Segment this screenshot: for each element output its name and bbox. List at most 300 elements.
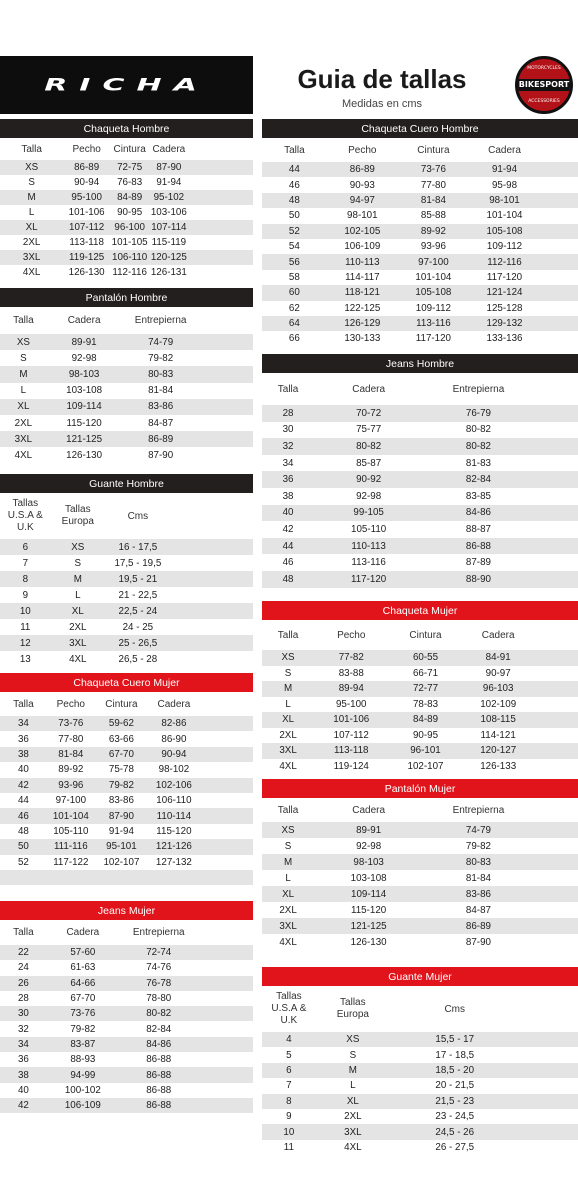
brand-logo-text: RICHA (44, 75, 209, 95)
table-cell: 114-121 (480, 729, 516, 741)
table-cell: 5 (286, 1049, 292, 1061)
table-cell: 80-83 (465, 856, 491, 868)
table-cell: 121-125 (66, 433, 103, 445)
table-row (0, 431, 253, 447)
table-cell: 107-114 (151, 222, 187, 233)
column-header: Cadera (67, 315, 101, 326)
table-cell: L (285, 698, 291, 710)
table-cell: 28 (282, 407, 294, 419)
table-cell: 44 (282, 540, 294, 552)
table-title: Chaqueta Cuero Hombre (262, 119, 578, 138)
table-cell: 88-90 (465, 573, 491, 585)
badge-top-text: MOTORCYCLES (527, 66, 561, 71)
table-row (262, 405, 578, 422)
table-row (262, 554, 578, 571)
table-cell: 79-82 (148, 352, 174, 364)
column-header: Cadera (352, 383, 386, 395)
table-cell: 32 (282, 440, 294, 452)
table-cell: 2XL (279, 904, 297, 916)
table-cell: 119-124 (333, 760, 369, 772)
table-title: Pantalón Hombre (0, 288, 253, 307)
table-cell: 85-87 (356, 457, 382, 469)
column-header-row (0, 920, 253, 945)
table-cell: 4XL (22, 267, 41, 278)
table-cell: 89-92 (58, 764, 84, 776)
column-header: Cadera (352, 804, 386, 816)
table-cell: 57-60 (70, 947, 96, 959)
table-row (262, 743, 578, 759)
table-cell: 63-66 (108, 733, 134, 745)
table-cell: 72-75 (117, 162, 143, 173)
table-cell: 121-124 (486, 287, 523, 299)
table-row (262, 331, 578, 346)
table-cell: 32 (17, 1023, 29, 1035)
table-cell: 26,5 - 28 (118, 653, 158, 665)
table-cell: 106-109 (64, 1100, 101, 1112)
table-cell: M (73, 573, 82, 585)
table-cell: 118-121 (344, 287, 380, 299)
table-cell: 103-108 (66, 385, 103, 397)
table-cell: 86-88 (146, 1084, 172, 1096)
table-title: Chaqueta Cuero Mujer (0, 673, 253, 692)
table-cell: 6 (286, 1064, 292, 1076)
table-cell: 94-99 (70, 1069, 96, 1081)
column-header: Cintura (105, 698, 138, 710)
table-cell: 46 (288, 179, 300, 191)
table-cell: 62 (288, 302, 300, 314)
table-cell: 36 (282, 474, 294, 486)
table-cell: 15,5 - 17 (435, 1034, 475, 1046)
table-cell: 67-70 (108, 748, 134, 760)
table-cell: 52 (288, 225, 300, 237)
table-guante-mujer (262, 967, 578, 1155)
table-cell: 28 (17, 993, 29, 1005)
table-cell: 48 (17, 825, 29, 837)
table-cell: 108-115 (480, 714, 516, 726)
table-cell: 11 (20, 621, 31, 633)
table-cell: 24 (17, 962, 29, 974)
table-row (262, 177, 578, 192)
table-cell: 80-82 (465, 440, 491, 452)
table-cell: 2XL (14, 417, 33, 429)
table-chaqueta-cuero-hombre (262, 119, 578, 347)
table-cell: 18,5 - 20 (435, 1064, 475, 1076)
table-cell: 102-107 (103, 856, 140, 868)
table-cell: 99-105 (353, 507, 384, 519)
column-header: Tallas Europa (61, 504, 94, 527)
table-row (0, 1006, 253, 1021)
table-cell: 125-128 (486, 302, 523, 314)
table-cell: 107-112 (333, 729, 369, 741)
table-cell: XS (281, 824, 295, 836)
table-cell: 6 (22, 541, 29, 553)
table-cell: 87-90 (465, 936, 491, 948)
column-header-row (262, 986, 578, 1032)
table-cell: 126-133 (480, 760, 517, 772)
table-cell: 89-91 (71, 336, 97, 348)
table-row (0, 175, 253, 190)
table-cell: S (284, 667, 292, 679)
table-cell: 87-89 (465, 557, 491, 569)
table-cell: 23 - 24,5 (435, 1111, 475, 1123)
table-row (0, 334, 253, 350)
table-row (0, 415, 253, 431)
table-cell: 20 - 21,5 (435, 1080, 475, 1092)
table-cell: S (20, 352, 27, 364)
table-row (0, 383, 253, 399)
table-row (262, 1109, 578, 1124)
table-cell: 36 (17, 733, 29, 745)
table-cell: 101-104 (486, 210, 523, 222)
table-row (262, 1047, 578, 1062)
table-cell: 87-90 (148, 449, 174, 461)
table-cell: XS (25, 162, 39, 173)
table-title: Jeans Mujer (0, 901, 253, 920)
column-header: Talla (277, 804, 299, 816)
table-title: Guante Hombre (0, 474, 253, 493)
table-cell: 115-120 (66, 417, 102, 429)
table-row (0, 571, 253, 587)
table-row (262, 285, 578, 300)
page-subtitle: Medidas en cms (341, 98, 423, 110)
table-cell: 50 (17, 841, 29, 853)
table-cell: 98-101 (347, 210, 378, 222)
table-cell: 82-84 (465, 474, 491, 486)
table-cell: 4 (286, 1034, 292, 1046)
table-cell: 122-125 (344, 302, 381, 314)
table-cell: 11 (283, 1141, 294, 1153)
table-cell: 113-118 (334, 745, 369, 757)
table-cell: 130-133 (344, 333, 381, 345)
table-row (0, 855, 253, 870)
table-cell: 16 - 17,5 (118, 541, 158, 553)
table-cell: 42 (17, 779, 29, 791)
table-cell: 101-104 (415, 271, 452, 283)
table-cell: 86-88 (146, 1069, 172, 1081)
table-cell: 10 (283, 1126, 295, 1138)
table-cell: 61-63 (70, 962, 96, 974)
table-row (262, 471, 578, 488)
table-row (0, 731, 253, 746)
table-cell: XS (281, 652, 295, 664)
table-row (0, 778, 253, 793)
table-cell: 103-108 (350, 872, 387, 884)
table-cell: 95-101 (106, 841, 137, 853)
table-cell: 30 (17, 1008, 29, 1020)
table-cell: XL (25, 222, 38, 233)
table-row (0, 716, 253, 731)
table-cell: 113-116 (351, 557, 386, 569)
table-cell: 46 (17, 810, 29, 822)
table-row (0, 1037, 253, 1052)
table-cell: 38 (17, 748, 29, 760)
table-cell: 89-92 (420, 225, 446, 237)
table-cell: XL (346, 1095, 359, 1107)
table-cell: 112-116 (487, 256, 522, 268)
table-cell: 133-136 (486, 333, 523, 345)
table-row (262, 224, 578, 239)
table-row (262, 521, 578, 538)
table-cell: 77-80 (420, 179, 446, 191)
table-cell: L (28, 207, 35, 218)
table-cell: 66-71 (412, 667, 439, 679)
table-cell: 30 (282, 424, 294, 436)
table-cell: XL (71, 605, 84, 617)
table-cell: 84-86 (146, 1038, 172, 1050)
table-cell: 90-95 (412, 729, 439, 741)
table-cell: 4XL (279, 936, 297, 948)
table-row (262, 301, 578, 316)
table-row (0, 762, 253, 777)
table-row (0, 1098, 253, 1113)
table-cell: 91-94 (156, 177, 182, 188)
table-title: Guante Mujer (262, 967, 578, 986)
table-cell: 115-120 (351, 904, 387, 916)
column-header: Pecho (348, 144, 377, 156)
table-cell: 3XL (14, 433, 33, 445)
table-cell: 105-110 (351, 523, 387, 535)
table-cell: 126-130 (350, 936, 387, 948)
table-cell: 83-87 (70, 1038, 96, 1050)
column-header: Talla (13, 698, 34, 710)
table-cell: 72-74 (146, 947, 172, 959)
column-header-row (262, 620, 578, 650)
table-cell: XS (16, 336, 30, 348)
table-row (262, 162, 578, 177)
table-cell: 2XL (344, 1111, 362, 1123)
table-cell: 109-112 (415, 302, 452, 314)
table-cell: 9 (286, 1111, 292, 1123)
table-cell: 8 (22, 573, 29, 585)
column-header: Cms (444, 1003, 466, 1015)
table-cell: S (284, 840, 292, 852)
table-row (0, 555, 253, 571)
table-cell: XS (346, 1034, 360, 1046)
column-header: Cadera (157, 698, 191, 710)
table-cell: 78-83 (412, 698, 439, 710)
table-row (262, 934, 578, 950)
table-cell: 98-101 (489, 194, 520, 206)
table-row (0, 793, 253, 808)
column-header: Cadera (66, 927, 100, 938)
table-row (0, 808, 253, 823)
table-cell: 88-87 (465, 523, 491, 535)
table-cell: 58 (288, 271, 300, 283)
table-cell: 44 (288, 164, 300, 176)
table-row (0, 976, 253, 991)
table-row (0, 635, 253, 651)
table-chaqueta-hombre (0, 119, 253, 280)
table-cell: 64 (288, 318, 300, 330)
column-header: Pecho (56, 698, 85, 710)
table-cell: 4XL (279, 760, 297, 772)
table-cell: 106-110 (156, 795, 192, 807)
table-cell: 75-78 (108, 764, 134, 776)
table-cell: 87-90 (156, 162, 182, 173)
table-cell: 81-84 (420, 194, 446, 206)
table-cell: 26 (17, 977, 29, 989)
table-cell: 80-83 (148, 368, 174, 380)
table-row (262, 239, 578, 254)
column-header: Cintura (417, 144, 450, 156)
table-cell: 129-132 (486, 318, 523, 330)
table-cell: 100-102 (64, 1084, 101, 1096)
table-cell: 64-66 (70, 977, 96, 989)
table-cell: 83-86 (148, 401, 174, 413)
table-row (0, 350, 253, 366)
table-cell: S (28, 177, 35, 188)
table-cell: 86-90 (161, 733, 187, 745)
table-cell: 76-83 (117, 177, 143, 188)
table-row (0, 945, 253, 960)
table-cell: 97-100 (55, 795, 87, 807)
column-header-row (0, 692, 253, 716)
table-row (0, 447, 253, 463)
table-cell: 96-100 (114, 222, 145, 233)
table-cell: 3XL (22, 252, 41, 263)
table-cell: 126-130 (66, 449, 103, 461)
table-cell: 109-114 (351, 888, 387, 900)
table-row (0, 587, 253, 603)
table-cell: 46 (282, 557, 294, 569)
table-cell: 73-76 (70, 1008, 96, 1020)
table-cell: 60 (288, 287, 300, 299)
column-header: Tallas U.S.A & U.K (7, 498, 43, 533)
table-row (0, 603, 253, 619)
table-cell: 21 - 22,5 (118, 589, 158, 601)
table-cell: 96-103 (482, 683, 514, 695)
table-row (262, 1063, 578, 1078)
table-cell: 59-62 (108, 718, 134, 730)
table-cell: 86-89 (148, 433, 174, 445)
table-title: Chaqueta Hombre (0, 119, 253, 138)
bikesport-badge (515, 56, 573, 114)
table-row (262, 422, 578, 439)
table-row (262, 571, 578, 588)
table-cell: 101-106 (68, 207, 105, 218)
table-cell: 95-98 (491, 179, 518, 191)
table-row (0, 839, 253, 854)
table-cell: 92-98 (71, 352, 97, 364)
table-cell: 44 (17, 795, 29, 807)
table-row (0, 539, 253, 555)
column-header: Talla (21, 143, 42, 155)
column-header: Entrepierna (452, 804, 505, 816)
column-header: Cintura (113, 143, 146, 155)
table-cell: 7 (286, 1080, 292, 1092)
table-cell: 90-94 (74, 177, 100, 188)
table-cell: 119-125 (69, 252, 105, 263)
column-header-row (0, 138, 253, 160)
table-cell: 114-117 (345, 271, 380, 283)
table-cell: L (20, 385, 27, 397)
table-cell: 101-104 (52, 810, 89, 822)
table-cell: 25 - 26,5 (118, 637, 158, 649)
table-row (262, 870, 578, 886)
table-cell: 19,5 - 21 (118, 573, 158, 585)
table-row (262, 455, 578, 472)
table-cell: 117-122 (53, 856, 89, 868)
table-cell: 86-88 (146, 1100, 172, 1112)
table-row (0, 190, 253, 205)
table-cell: 97-100 (418, 256, 449, 268)
table-cell: 77-80 (58, 733, 84, 745)
column-header: Cadera (488, 144, 521, 156)
table-cell: 86-89 (349, 164, 375, 176)
table-cell: 22,5 - 24 (118, 605, 158, 617)
table-cell: 84-89 (412, 714, 439, 726)
table-cell: 105-108 (486, 225, 523, 237)
table-cell: 42 (282, 523, 294, 535)
table-row (262, 316, 578, 331)
table-cell: 12 (19, 637, 31, 649)
table-cell: 86-89 (465, 920, 491, 932)
table-cell: 81-83 (465, 457, 491, 469)
table-cell: 83-86 (465, 888, 491, 900)
column-header: Cms (127, 510, 149, 522)
column-header: Entrepierna (132, 927, 185, 938)
table-row (0, 160, 253, 175)
table-cell: L (285, 872, 291, 884)
table-row (0, 619, 253, 635)
table-row (262, 208, 578, 223)
table-row (262, 254, 578, 269)
table-cell: 48 (288, 194, 300, 206)
table-cell: 83-88 (338, 667, 364, 679)
table-cell: 127-132 (155, 856, 192, 868)
table-row (0, 960, 253, 975)
table-cell: 40 (17, 764, 29, 776)
table-cell: 7 (22, 557, 29, 569)
column-header: Tallas U.S.A & U.K (271, 991, 307, 1026)
table-cell: 56 (288, 256, 300, 268)
table-cell: 111-116 (53, 841, 88, 853)
column-header: Cintura (409, 629, 442, 641)
table-cell: XS (71, 541, 85, 553)
table-cell: 26 - 27,5 (435, 1141, 475, 1153)
table-cell: 109-114 (66, 401, 102, 413)
page-title: Guia de tallas (297, 64, 467, 94)
table-cell: M (283, 683, 293, 695)
table-cell: 90-94 (161, 748, 187, 760)
table-cell: 91-94 (108, 825, 134, 837)
table-cell: 89-91 (356, 824, 382, 836)
table-cell: 117-120 (415, 333, 452, 345)
table-cell: 117-120 (351, 573, 387, 585)
table-cell: 113-118 (69, 237, 104, 248)
table-cell: 38 (282, 490, 294, 502)
table-cell: 79-82 (70, 1023, 96, 1035)
table-cell: 94-97 (349, 194, 375, 206)
table-cell: 50 (288, 210, 300, 222)
table-row (262, 193, 578, 208)
table-cell: 10 (19, 605, 31, 617)
column-header-row (0, 493, 253, 539)
badge-center-text: BIKESPORT (516, 79, 572, 91)
table-row (0, 265, 253, 280)
column-header: Talla (284, 144, 305, 156)
table-cell: 117-120 (486, 271, 523, 283)
table-title: Pantalón Mujer (262, 779, 578, 798)
column-header-row (262, 373, 578, 405)
table-cell: 79-82 (465, 840, 491, 852)
table-cell: 86-88 (465, 540, 491, 552)
table-row (0, 824, 253, 839)
table-cell: 22 (17, 947, 29, 959)
table-cell: 83-85 (465, 490, 491, 502)
table-row (0, 651, 253, 667)
table-cell: 87-90 (108, 810, 134, 822)
